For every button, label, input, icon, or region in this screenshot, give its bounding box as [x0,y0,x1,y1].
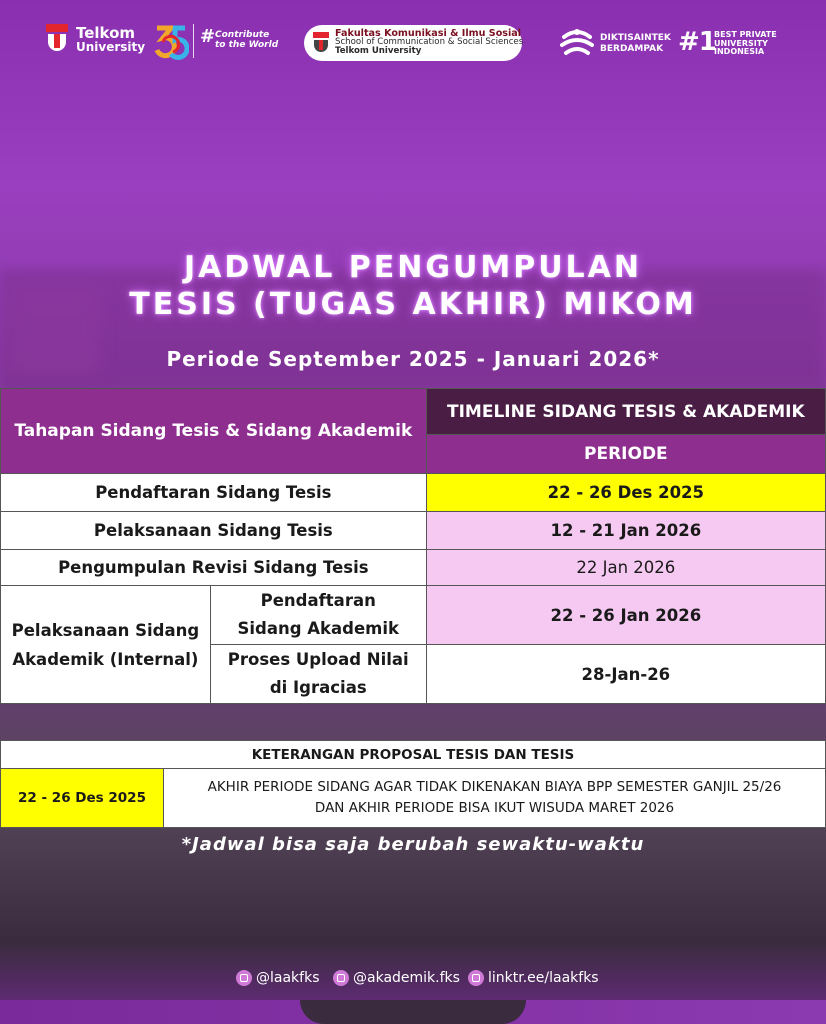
footer-wave [300,1000,526,1024]
instagram-icon [236,970,252,986]
page-title-line2: TESIS (TUGAS AKHIR) MIKOM [129,287,697,322]
instagram-handle: @laakfks [256,970,320,986]
notes-desc-line1: AKHIR PERIODE SIDANG AGAR TIDAK DIKENAKAN BIAYA BPP SEMESTER GANJIL 25/26 [207,779,782,795]
header-periode: PERIODE [426,435,825,474]
sub-stage-cell: Proses Upload Nilai di Igracias [210,645,426,704]
fks-wordmark [335,29,523,56]
telkom-university-wordmark [76,26,145,54]
date-cell: 22 - 26 Jan 2026 [426,586,825,645]
date-cell: 28-Jan-26 [426,645,825,704]
social-instagram[interactable] [236,970,320,986]
telkom-line2: University [76,40,146,54]
notes-table [0,740,826,828]
best-line2: UNIVERSITY [714,38,768,48]
fks-line3: Telkom University [335,46,422,56]
telkom-line1: Telkom [76,24,136,42]
hash-symbol: # [200,26,216,47]
schedule-table [0,388,826,704]
fks-line1: Fakultas Komunikasi & Ilmu Sosial [335,28,522,39]
stage-cell: Pelaksanaan Sidang Tesis [1,512,427,550]
sub-stage-cell: Pendaftaran Sidang Akademik [210,586,426,645]
header-stage: Tahapan Sidang Tesis & Sidang Akademik [1,389,427,474]
notes-desc-line2: DAN AKHIR PERIODE BISA IKUT WISUDA MARET 2026 [314,800,675,816]
diktisaintek-line2: BERDAMPAK [600,44,664,54]
diktisaintek-line1: DIKTISAINTEK [600,33,671,43]
table-row [1,586,826,645]
best-line3: INDONESIA [714,47,765,56]
best-private-university-label [714,31,777,57]
stage-cell: Pengumpulan Revisi Sidang Tesis [1,550,427,586]
social-linktree[interactable] [468,970,599,986]
contribute-tagline [200,26,279,50]
tiktok-icon [333,970,349,986]
contribute-line2: to the World [215,40,279,50]
rank-number: #1 [678,27,716,57]
social-tiktok[interactable] [333,970,460,986]
table-row [1,550,826,586]
stage-cell: Pendaftaran Sidang Tesis [1,474,427,512]
date-cell: 22 - 26 Des 2025 [426,474,825,512]
notes-description [164,769,826,828]
notes-date-cell: 22 - 26 Des 2025 [1,769,164,828]
tiktok-handle: @akademik.fks [353,970,460,986]
header-timeline: TIMELINE SIDANG TESIS & AKADEMIK [426,389,825,435]
period-subtitle: Periode September 2025 - Januari 2026* [166,347,660,371]
table-row [1,512,826,550]
globe-icon [468,970,484,986]
group-stage-cell: Pelaksanaan Sidang Akademik (Internal) [1,586,211,704]
linktree-url: linktr.ee/laakfks [488,970,599,986]
page-title-line1: JADWAL PENGUMPULAN [183,250,643,285]
telkom-logo-icon [46,24,68,54]
date-cell: 12 - 21 Jan 2026 [426,512,825,550]
diktisaintek-logo-icon [560,27,594,59]
date-cell: 22 Jan 2026 [426,550,825,586]
footnote: *Jadwal bisa saja berubah sewaktu-waktu [181,834,645,855]
fks-logo-icon [313,32,329,54]
header-divider [193,24,194,58]
anniversary-35-icon [153,22,189,60]
notes-heading: KETERANGAN PROPOSAL TESIS DAN TESIS [1,741,826,769]
table-row [1,474,826,512]
fks-line2: School of Communication & Social Sciences [335,37,524,47]
diktisaintek-wordmark [600,33,671,55]
best-line1: BEST PRIVATE [714,30,777,39]
contribute-line1: Contribute [215,30,270,40]
